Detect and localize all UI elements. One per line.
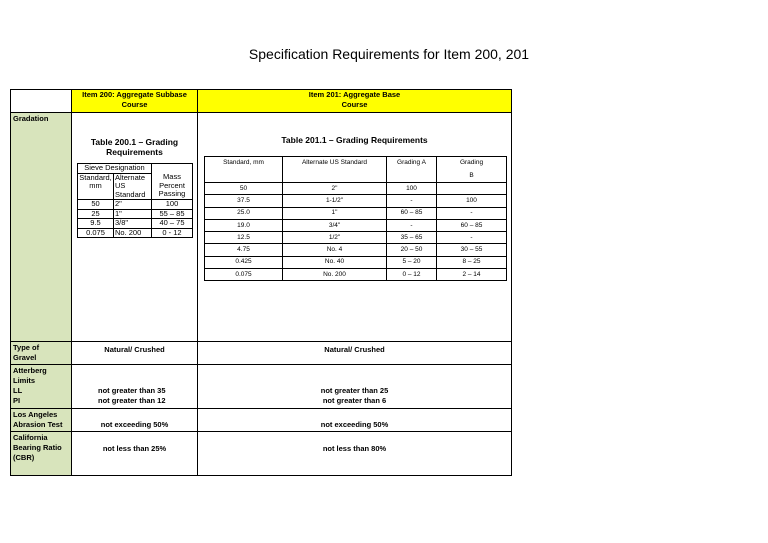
header-row <box>11 90 512 113</box>
t200-col-mass: Mass Percent Passing <box>152 173 193 200</box>
cbr-200-value: not less than 25% <box>72 432 198 476</box>
table200 <box>77 163 193 238</box>
table201-cell <box>198 113 512 342</box>
sieve-header: Sieve Designation <box>78 164 152 174</box>
atterberg-201-values: not greater than 25 not greater than 6 <box>198 365 512 409</box>
table-row: 9.5 3/8" 40 – 75 <box>78 219 193 229</box>
type-row <box>11 342 512 365</box>
table-row: 25.0 1" 60 – 85 - <box>205 207 507 219</box>
page-title: Specification Requirements for Item 200, 201 <box>248 46 530 62</box>
table-row: 0.425 No. 40 5 – 20 8 – 25 <box>205 256 507 268</box>
item200-header: Item 200: Aggregate Subbase Course <box>72 90 198 113</box>
type-200-value: Natural/ Crushed <box>72 342 198 365</box>
t201-col-a: Grading A <box>387 157 437 183</box>
abrasion-label: Los Angeles Abrasion Test <box>11 409 72 432</box>
table-row: 37.5 1-1/2" - 100 <box>205 195 507 207</box>
type-201-value: Natural/ Crushed <box>198 342 512 365</box>
item201-header: Item 201: Aggregate Base Course <box>198 90 512 113</box>
table-row: 4.75 No. 4 20 – 50 30 – 55 <box>205 244 507 256</box>
table-row: 50 2" 100 <box>205 183 507 195</box>
t201-col-std: Standard, mm <box>205 157 283 183</box>
table200-cell <box>72 113 198 342</box>
table-row: 0.075 No. 200 0 – 12 2 – 14 <box>205 269 507 281</box>
table200-caption: Table 200.1 – Grading Requirements <box>90 137 179 157</box>
cbr-201-value: not less than 80% <box>198 432 512 476</box>
type-label: Type of Gravel <box>11 342 72 365</box>
abrasion-201-value: not exceeding 50% <box>198 409 512 432</box>
t200-col-alt: Alternate US Standard <box>114 173 152 200</box>
table201-caption: Table 201.1 – Grading Requirements <box>281 135 428 145</box>
table-row: 50 2" 100 <box>78 200 193 210</box>
table-row: 12.5 1/2" 35 – 65 - <box>205 232 507 244</box>
table-row: 25 1" 55 – 85 <box>78 209 193 219</box>
cbr-row <box>11 432 512 476</box>
gradation-row <box>11 113 512 342</box>
cbr-label: California Bearing Ratio (CBR) <box>11 432 72 476</box>
atterberg-row <box>11 365 512 409</box>
t200-col-std: Standard, mm <box>78 173 114 200</box>
abrasion-row <box>11 409 512 432</box>
header-blank-cell <box>11 90 72 113</box>
atterberg-label: Atterberg Limits LL PI <box>11 365 72 409</box>
t201-col-alt: Alternate US Standard <box>283 157 387 183</box>
atterberg-200-values: not greater than 35 not greater than 12 <box>72 365 198 409</box>
abrasion-200-value: not exceeding 50% <box>72 409 198 432</box>
t201-col-b: Grading B <box>437 157 507 183</box>
table201 <box>204 156 507 281</box>
table-row: 19.0 3/4" - 60 – 85 <box>205 219 507 231</box>
spec-table <box>10 89 511 478</box>
table-row: 0.075 No. 200 0 - 12 <box>78 228 193 238</box>
gradation-label: Gradation <box>11 113 72 342</box>
